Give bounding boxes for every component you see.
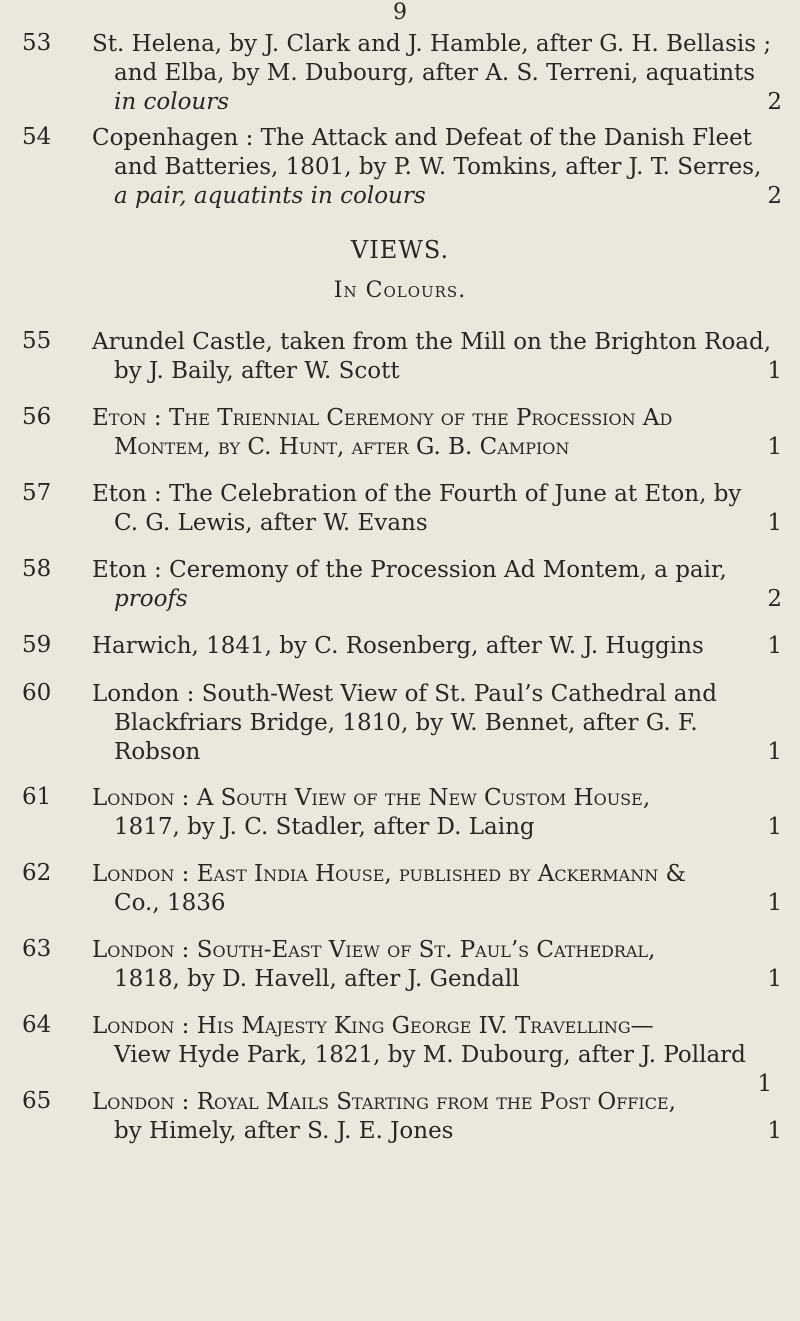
section-title: VIEWS. bbox=[350, 236, 450, 264]
section-subtitle: In Colours. bbox=[333, 278, 467, 303]
lot-quantity: 1 bbox=[767, 1118, 782, 1144]
lot-description bbox=[92, 1088, 782, 1146]
lot-line: London : His Majesty King George IV. Travelling— bbox=[92, 1013, 654, 1039]
lot-line: proofs 2 bbox=[114, 586, 782, 612]
lot-quantity: 1 bbox=[767, 358, 782, 384]
lot-line: Blackfriars Bridge, 1810, by W. Bennet, after G. F. bbox=[114, 710, 698, 736]
lot-description bbox=[92, 784, 782, 842]
lot-number: 58 bbox=[22, 556, 52, 582]
lot-number: 55 bbox=[22, 328, 52, 354]
lot-quantity: 1 bbox=[757, 1071, 772, 1097]
lot-number: 65 bbox=[22, 1088, 52, 1114]
lot-line: London : East India House, published by Ackermann & bbox=[92, 861, 687, 887]
page-number: 9 bbox=[393, 0, 407, 25]
lot-line: Copenhagen : The Attack and Defeat of the Danish Fleet bbox=[92, 125, 752, 151]
lot-line: Eton : The Triennial Ceremony of the Procession Ad bbox=[92, 405, 673, 431]
lot-quantity: 1 bbox=[767, 739, 782, 765]
lot-line: London : South-West View of St. Paul’s Cathedral and bbox=[92, 681, 717, 707]
lot-quantity: 2 bbox=[767, 89, 782, 115]
lot-line: 1817, by J. C. Stadler, after D. Laing 1 bbox=[114, 814, 782, 840]
lot-number: 53 bbox=[22, 30, 52, 56]
lot-line: Eton : The Celebration of the Fourth of June at Eton, by bbox=[92, 481, 742, 507]
lot-description bbox=[92, 556, 782, 614]
lot-description bbox=[92, 860, 782, 918]
lot-line: London : South-East View of St. Paul’s Cathedral, bbox=[92, 937, 656, 963]
lot-number: 54 bbox=[22, 124, 52, 150]
lot-description bbox=[92, 680, 782, 767]
lot-line: 1818, by D. Havell, after J. Gendall 1 bbox=[114, 966, 782, 992]
lot-description bbox=[92, 328, 782, 386]
lot-line: and Elba, by M. Dubourg, after A. S. Terreni, aquatints bbox=[114, 60, 756, 86]
lot-number: 56 bbox=[22, 404, 52, 430]
lot-number: 60 bbox=[22, 680, 52, 706]
lot-line: Harwich, 1841, by C. Rosenberg, after W. J. Huggins 1 bbox=[92, 633, 782, 659]
lot-line: in colours 2 bbox=[114, 89, 782, 115]
lot-description bbox=[92, 1012, 782, 1099]
lot-quantity: 2 bbox=[767, 183, 782, 209]
lot-quantity: 1 bbox=[767, 814, 782, 840]
lot-line: London : A South View of the New Custom House, bbox=[92, 785, 651, 811]
lot-quantity: 1 bbox=[767, 434, 782, 460]
lot-line: View Hyde Park, 1821, by M. Dubourg, after J. Pollard bbox=[114, 1042, 746, 1068]
lot-number: 62 bbox=[22, 860, 52, 886]
lot-description bbox=[92, 632, 782, 661]
lot-number: 63 bbox=[22, 936, 52, 962]
lot-line: Eton : Ceremony of the Procession Ad Montem, a pair, bbox=[92, 557, 727, 583]
lot-line: Co., 1836 1 bbox=[114, 890, 782, 916]
lot-number: 61 bbox=[22, 784, 52, 810]
lot-line: and Batteries, 1801, by P. W. Tomkins, after J. T. Serres, bbox=[114, 154, 762, 180]
lot-line: St. Helena, by J. Clark and J. Hamble, after G. H. Bellasis ; bbox=[92, 31, 772, 57]
lot-line: a pair, aquatints in colours 2 bbox=[114, 183, 782, 209]
lot-line: by Himely, after S. J. E. Jones 1 bbox=[114, 1118, 782, 1144]
lot-quantity: 1 bbox=[767, 510, 782, 536]
lot-quantity: 1 bbox=[767, 633, 782, 659]
lot-line: Robson 1 bbox=[114, 739, 782, 765]
lot-line: London : Royal Mails Starting from the Post Office, bbox=[92, 1089, 676, 1115]
lot-number: 64 bbox=[22, 1012, 52, 1038]
lot-quantity: 1 bbox=[767, 890, 782, 916]
lot-description bbox=[92, 936, 782, 994]
lot-number: 59 bbox=[22, 632, 52, 658]
lot-description bbox=[92, 480, 782, 538]
lot-line: Arundel Castle, taken from the Mill on the Brighton Road, bbox=[92, 329, 772, 355]
lot-line: by J. Baily, after W. Scott 1 bbox=[114, 358, 782, 384]
lot-description bbox=[92, 124, 782, 211]
lot-description bbox=[92, 404, 782, 462]
lot-quantity: 1 bbox=[767, 966, 782, 992]
lot-number: 57 bbox=[22, 480, 52, 506]
lot-quantity: 2 bbox=[767, 586, 782, 612]
lot-description bbox=[92, 30, 782, 117]
lot-line: C. G. Lewis, after W. Evans 1 bbox=[114, 510, 782, 536]
lot-line: Montem, by C. Hunt, after G. B. Campion 1 bbox=[114, 434, 782, 460]
